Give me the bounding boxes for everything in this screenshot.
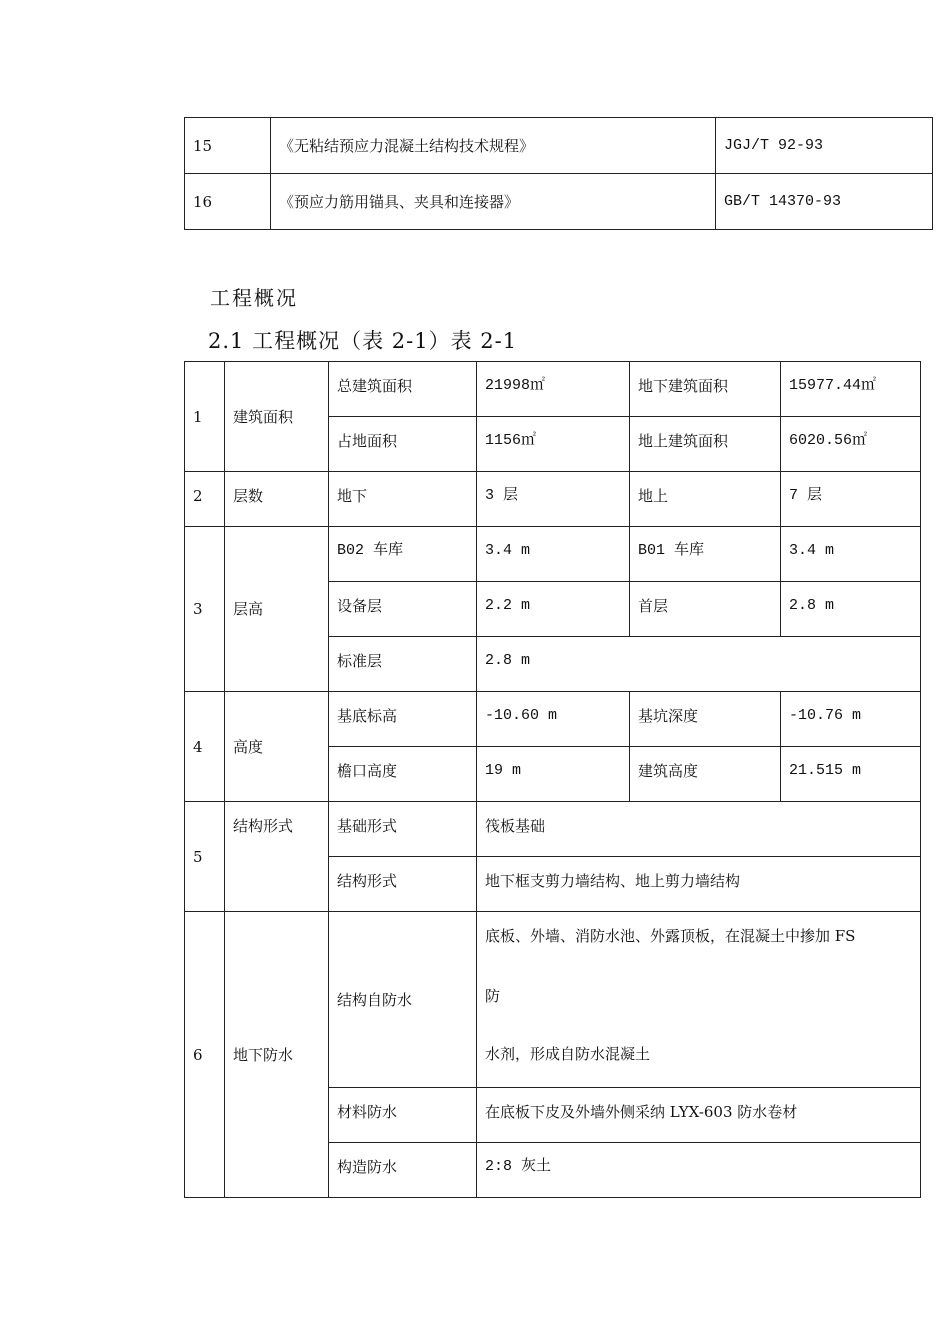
item-label: 檐口高度: [329, 747, 477, 802]
item-label: 结构形式: [329, 857, 477, 912]
row-number: 6: [185, 912, 225, 1198]
item-value: 3 层: [477, 472, 630, 527]
row-number: 3: [185, 527, 225, 692]
item-label: B02 车库: [329, 527, 477, 582]
table-row: [185, 472, 921, 527]
text-line: 防: [485, 987, 501, 1005]
item-value: -10.60 m: [477, 692, 630, 747]
category-label: 高度: [225, 692, 329, 802]
item-label: B01 车库: [630, 527, 781, 582]
standard-code: JGJ/T 92-93: [716, 118, 933, 174]
category-label: 层高: [225, 527, 329, 692]
standard-code: GB/T 14370-93: [716, 174, 933, 230]
item-value: 2.8 m: [477, 637, 921, 692]
item-label: 材料防水: [329, 1088, 477, 1143]
subsection-title: 2.1 工程概况（表 2-1）表 2-1: [208, 329, 518, 353]
row-number: 1: [185, 362, 225, 472]
text-line: 底板、外墙、消防水池、外露顶板，在混凝土中掺加 FS: [485, 927, 856, 945]
item-value: 筏板基础: [477, 802, 921, 857]
item-value: 在底板下皮及外墙外侧采纳 LYX-603 防水卷材: [477, 1088, 921, 1143]
table-row: [185, 692, 921, 747]
item-label: 地下建筑面积: [630, 362, 781, 417]
item-label: 标准层: [329, 637, 477, 692]
table-row: [185, 912, 921, 1088]
row-number: 5: [185, 802, 225, 912]
item-value: 7 层: [781, 472, 921, 527]
item-value: 19 m: [477, 747, 630, 802]
item-label: 结构自防水: [329, 912, 477, 1088]
row-number: 16: [185, 174, 271, 230]
item-value: 15977.44㎡: [781, 362, 921, 417]
item-label: 构造防水: [329, 1143, 477, 1198]
item-label: 占地面积: [329, 417, 477, 472]
row-number: 4: [185, 692, 225, 802]
item-label: 地上建筑面积: [630, 417, 781, 472]
item-value: 21998㎡: [477, 362, 630, 417]
item-value: [477, 912, 921, 1088]
row-number: 15: [185, 118, 271, 174]
item-label: 地上: [630, 472, 781, 527]
standards-table: [184, 117, 933, 230]
item-label: 设备层: [329, 582, 477, 637]
item-label: 总建筑面积: [329, 362, 477, 417]
item-value: 2.2 m: [477, 582, 630, 637]
table-row: [185, 527, 921, 582]
item-value: 2.8 m: [781, 582, 921, 637]
row-number: 2: [185, 472, 225, 527]
item-value: 地下框支剪力墙结构、地上剪力墙结构: [477, 857, 921, 912]
item-label: 建筑高度: [630, 747, 781, 802]
section-title: 工程概况: [210, 286, 298, 310]
item-label: 地下: [329, 472, 477, 527]
item-label: 基础形式: [329, 802, 477, 857]
category-label: 建筑面积: [225, 362, 329, 472]
item-value: 3.4 m: [781, 527, 921, 582]
table-row: [185, 118, 933, 174]
table-row: [185, 362, 921, 417]
category-label: 地下防水: [225, 912, 329, 1198]
table-row: [185, 174, 933, 230]
item-label: 首层: [630, 582, 781, 637]
item-value: 3.4 m: [477, 527, 630, 582]
item-value: 1156㎡: [477, 417, 630, 472]
item-label: 基底标高: [329, 692, 477, 747]
text-line: 水剂，形成自防水混凝土: [485, 1045, 651, 1063]
item-value: 21.515 m: [781, 747, 921, 802]
standard-name: 《预应力筋用锚具、夹具和连接器》: [271, 174, 716, 230]
item-value: 6020.56㎡: [781, 417, 921, 472]
item-label: 基坑深度: [630, 692, 781, 747]
item-value: -10.76 m: [781, 692, 921, 747]
overview-table: [184, 361, 921, 1198]
category-label: 结构形式: [225, 802, 329, 912]
standard-name: 《无粘结预应力混凝土结构技术规程》: [271, 118, 716, 174]
item-value: 2:8 灰土: [477, 1143, 921, 1198]
table-row: [185, 802, 921, 857]
category-label: 层数: [225, 472, 329, 527]
